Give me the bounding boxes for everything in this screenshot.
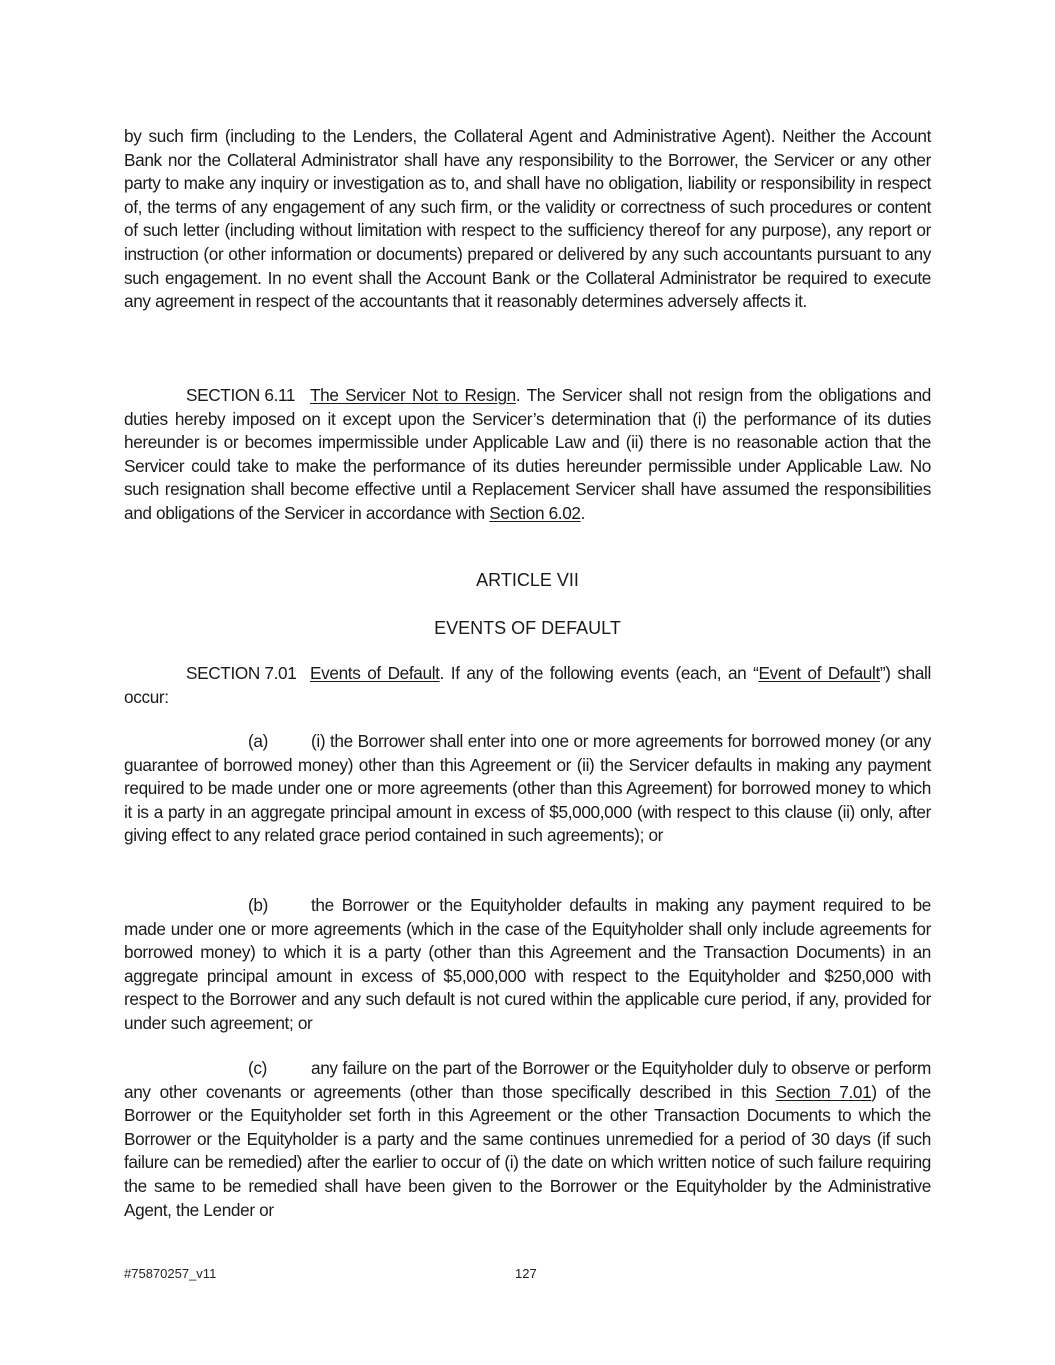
paragraph-continued [124,125,931,314]
section-number: SECTION 7.01 [186,663,297,683]
section-7-01 [124,662,931,709]
clause-a [124,730,931,848]
clause-text-continued: ) of the Borrower or the Equityholder set forth in this Agreement or the other Transaction Documents to which the Borrower or the Equityholder is a party and the same continues unremedied for a period of 30 days (if such failure can be remedied) after the earlier to occur of (i) the date on which written notice of such failure requiring the same to be remedied shall have been given to the Borrower or the Equityholder by the Administrative Agent, the Lender or [124,1081,931,1220]
clause-label: (a) [248,731,268,751]
clause-label: (b) [248,895,268,915]
section-text-end: . [580,502,586,523]
clause-text: (i) the Borrower shall enter into one or more agreements for borrowed money (or any guarantee of borrowed money) other than this Agreement or (ii) the Servicer defaults in making any payment required to be made under one or more agreements (other than this Agreement) for borrowed money to which it is a party in an aggregate principal amount in excess of $5,000,000 (with respect to this clause (ii) only, after giving effect to any related grace period contained in such agreements); or [124,731,931,846]
section-title: Events of Default [310,663,440,683]
clause-text: any failure on the part of the Borrower or the Equityholder duly to observe or perform any other covenants or agreements (other than those specifically described in this [124,1058,931,1102]
paragraph-text: by such firm (including to the Lenders, the Collateral Agent and Administrative Agent). Neither the Account Bank nor the Collateral Administrator shall have any responsibility to the Borrower, the Servicer or any other party to make any inquiry or investigation as to, and shall have no obligation, liability or responsibility in respect of, the terms of any engagement of any such firm, or the validity or correctness of such procedures or content of such letter (including without limitation with respect to the sufficiency thereof for any purpose), any report or instruction (or other information or documents) prepared or delivered by any such accountants pursuant to any such engagement. In no event shall the Account Bank or the Collateral Administrator be required to execute any agreement in respect of the accountants that it reasonably determines adversely affects it. [124,126,931,312]
section-text: . If any of the following events (each, an “ [439,663,759,683]
footer-page-number: 127 [515,1266,537,1281]
section-text: . The Servicer shall not resign from the obligations and duties hereby imposed on it except upon the Servicer’s determination that (i) the performance of its duties hereunder is or becomes impermissible under Applicable Law and (ii) there is no reasonable action that the Servicer could take to make the performance of its duties hereunder permissible under Applicable Law. No such resignation shall become effective until a Replacement Servicer shall have assumed the responsibilities and obligations of the Servicer in accordance with [124,385,932,523]
footer-document-id: #75870257_v11 [124,1266,217,1281]
section-6-11 [124,384,931,526]
section-title: The Servicer Not to Resign [310,385,516,405]
section-number: SECTION 6.11 [186,385,296,405]
clause-c [124,1057,931,1222]
clause-b [124,894,931,1036]
article-title: EVENTS OF DEFAULT [434,618,621,638]
clause-label: (c) [248,1058,267,1078]
article-heading: ARTICLE VII [476,570,579,590]
defined-term: Event of Default [758,663,880,683]
clause-text: the Borrower or the Equityholder defaults in making any payment required to be made under one or more agreements (which in the case of the Equityholder shall only include agreements for borrowed money) to which it is a party (other than this Agreement and the Transaction Documents) in an aggregate principal amount in excess of $5,000,000 with respect to the Equityholder and $250,000 with respect to the Borrower and any such default is not cured within the applicable cure period, if any, provided for under such agreement; or [124,895,931,1033]
cross-reference-link[interactable]: Section 6.02 [489,502,581,523]
cross-reference-link[interactable]: Section 7.01 [775,1081,872,1102]
section-text-end: ”) shall occur: [124,663,931,707]
